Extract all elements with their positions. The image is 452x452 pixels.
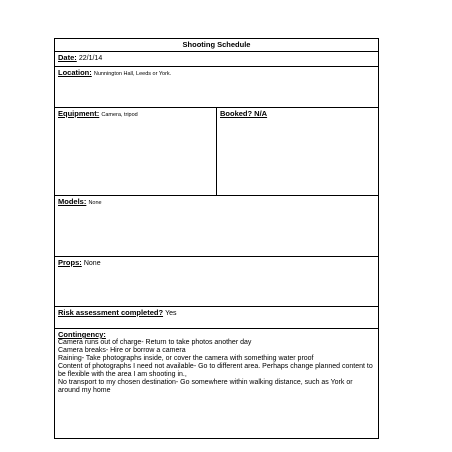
shooting-schedule-table <box>54 38 379 439</box>
models-row <box>55 195 378 256</box>
date-row <box>55 51 378 66</box>
location-label: Location: <box>58 68 92 77</box>
equipment-booked-row <box>55 107 378 195</box>
risk-label: Risk assessment completed? <box>58 308 164 317</box>
contingency-item: Content of photographs I need not available- Go to different area. Perhaps change planned content to be flexible with the area I am shooting in., <box>58 363 373 378</box>
booked-label: Booked? N/A <box>220 109 268 118</box>
date-value: 22/1/14 <box>78 55 103 62</box>
contingency-item: Camera runs out of charge- Return to take photos another day <box>58 339 252 346</box>
props-label: Props: <box>58 258 82 267</box>
contingency-item: Camera breaks- Hire or borrow a camera <box>58 347 186 354</box>
risk-row <box>55 306 378 328</box>
booked-cell <box>217 108 378 195</box>
contingency-item: No transport to my chosen destination- Go somewhere within walking distance, such as York or around my home <box>58 379 353 394</box>
schedule-title: Shooting Schedule <box>182 40 251 49</box>
equipment-value: Camera, tripod <box>101 112 138 118</box>
equipment-label: Equipment: <box>58 109 100 118</box>
risk-value: Yes <box>165 310 177 317</box>
location-row <box>55 66 378 107</box>
location-value: Nunnington Hall, Leeds or York. <box>93 71 172 77</box>
models-label: Models: <box>58 197 87 206</box>
contingency-row <box>55 328 378 438</box>
models-value: None <box>88 200 102 206</box>
contingency-list <box>58 339 375 395</box>
equipment-cell <box>55 108 217 195</box>
contingency-label: Contingency: <box>58 330 106 339</box>
date-label: Date: <box>58 53 77 62</box>
props-row <box>55 256 378 306</box>
props-value: None <box>83 260 101 267</box>
contingency-item: Raining- Take photographs inside, or cover the camera with something water proof <box>58 355 314 362</box>
